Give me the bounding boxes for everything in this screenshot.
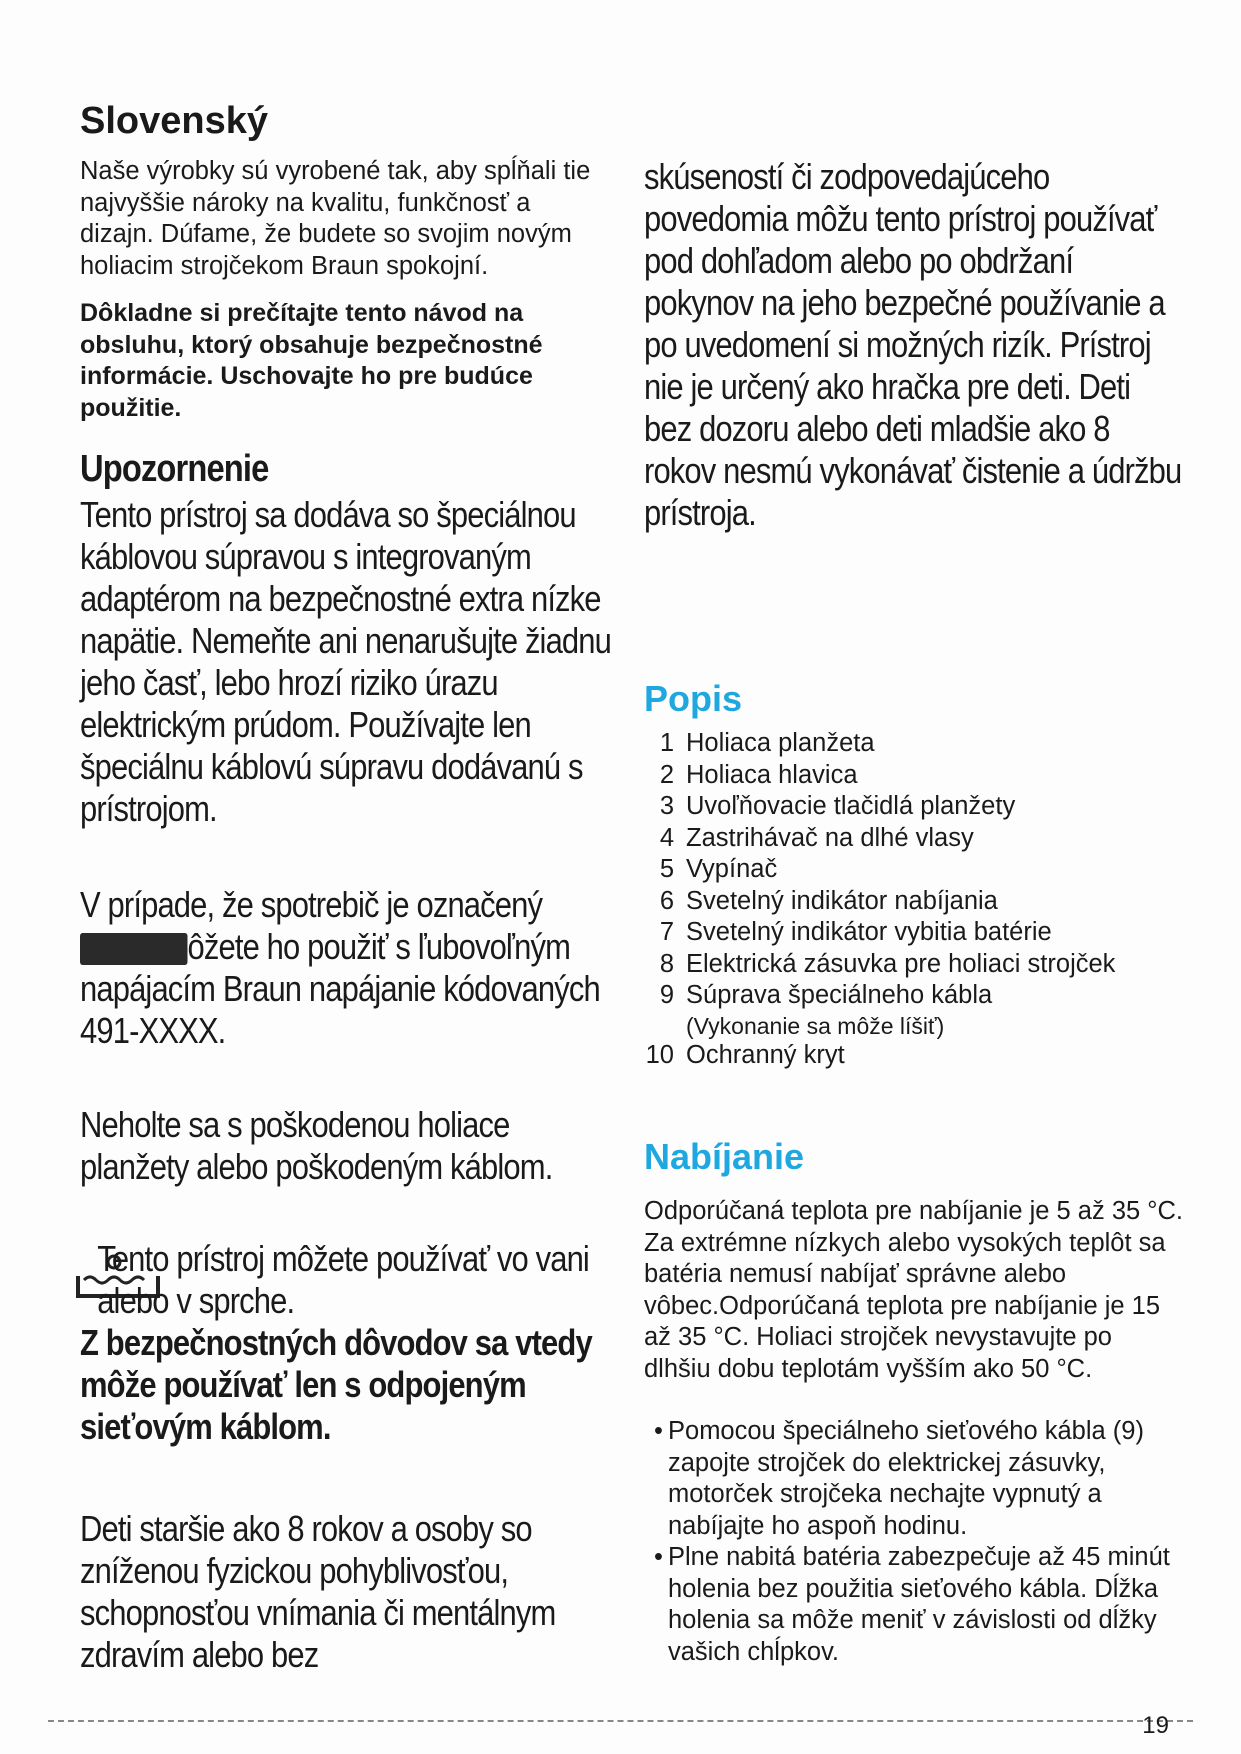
list-item: 8 Elektrická zásuvka pre holiaci strojček (659, 949, 1116, 978)
list-item: • Pomocou špeciálneho sieťového kábla (9) zapojte strojček do elektrickej zásuvky, motorček strojčeka nechajte vypnutý a nabíjajte ho aspoň hodinu. (654, 1417, 1144, 1540)
warning-heading: Upozornenie (80, 448, 269, 490)
charging-bullets (654, 1416, 1188, 1668)
warning-paragraph-2 (80, 884, 620, 1052)
list-item: 6 Svetelný indikátor nabíjania (659, 886, 998, 915)
warning-p2-start: V prípade, že spotrebič je označený (80, 884, 543, 925)
list-item: 1 Holiaca planžeta (659, 729, 875, 757)
warning-paragraph-5: Deti staršie ako 8 rokov a osoby so zníženou fyzickou pohyblivosťou, schopnosťou vnímania či mentálnym zdravím alebo bez (80, 1508, 556, 1675)
intro-text: Naše výrobky sú vyrobené tak, aby spĺňali tie najvyššie nároky na kvalitu, funkčnosť a dizajn. Dúfame, že budete so svojim novým holiacim strojčekom Braun spokojní. (80, 157, 591, 280)
warning-paragraph-1: Tento prístroj sa dodáva so špeciálnou káblovou súpravou s integrovaným adaptérom na bezpečnostné extra nízke napätie. Nemeňte ani nenarušujte žiadnu jeho časť, lebo hrozí riziko úrazu elektrickým prúdom. Používajte len špeciálnu káblovú súpravu dodávanú s prístrojom. (80, 494, 612, 829)
list-item: • Plne nabitá batéria zabezpečuje až 45 minút holenia bez použitia sieťového kábla. Dĺžka holenia sa môže meniť v závislosti od dĺžky vašich chĺpkov. (654, 1543, 1170, 1666)
warning-p2-end: ôžete ho použiť s ľubovoľným napájacím Braun napájanie kódovaných 491-XXXX. (80, 926, 600, 1051)
page-number: 19 (1142, 1712, 1169, 1739)
list-item: 4 Zastrihávač na dlhé vlasy (659, 823, 974, 852)
list-item: 10 Ochranný kryt (645, 1040, 845, 1069)
list-note: (Vykonanie sa môže líšiť) (686, 1012, 945, 1039)
redacted-mark (80, 933, 188, 965)
page-title: Slovenský (80, 100, 268, 142)
warning-paragraph-3: Neholte sa s poškodenou holiace planžety alebo poškodeným káblom. (80, 1104, 553, 1187)
list-item: 5 Vypínač (659, 855, 778, 883)
bath-safety-text: Z bezpečnostných dôvodov sa vtedy môže používať len s odpojeným sieťovým káblom. (80, 1322, 592, 1447)
list-item: 9 Súprava špeciálneho kábla (659, 981, 993, 1009)
footer-rule (48, 1720, 1193, 1722)
warning-paragraph-4 (80, 1238, 620, 1448)
intro-bold-text: Dôkladne si prečítajte tento návod na obsluhu, ktorý obsahuje bezpečnostné informácie. Uschovajte ho pre budúce použitie. (80, 299, 543, 422)
warning-continuation: skúseností či zodpovedajúceho povedomia môžu tento prístroj používať pod dohľadom alebo po obdržaní pokynov na jeho bezpečné používanie a po uvedomení si možných rizík. Prístroj nie je určený ako hračka pre deti. Deti bez dozoru alebo deti mladšie ako 8 rokov nesmú vykonávať čistenie a údržbu prístroja. (644, 156, 1182, 533)
bath-text: Tento prístroj môžete používať vo vani alebo v sprche. (97, 1238, 589, 1321)
parts-list (644, 728, 1184, 1071)
list-item: 7 Svetelný indikátor vybitia batérie (659, 918, 1052, 946)
list-item: 3 Uvoľňovacie tlačidlá planžety (659, 792, 1016, 820)
list-item: 2 Holiaca hlavica (659, 760, 858, 789)
section-heading-nabijanie: Nabíjanie (644, 1136, 805, 1177)
section-heading-popis: Popis (644, 678, 743, 719)
charging-text: Odporúčaná teplota pre nabíjanie je 5 až 35 °C. Za extrémne nízkych alebo vysokých teplôt sa batéria nemusí nabíjať správne alebo vôbec.Odporúčaná teplota pre nabíjanie je 15 až 35 °C. Holiaci strojček nevystavujte po dlhšiu dobu teplotám vyšším ako 50 °C. (644, 1197, 1183, 1383)
